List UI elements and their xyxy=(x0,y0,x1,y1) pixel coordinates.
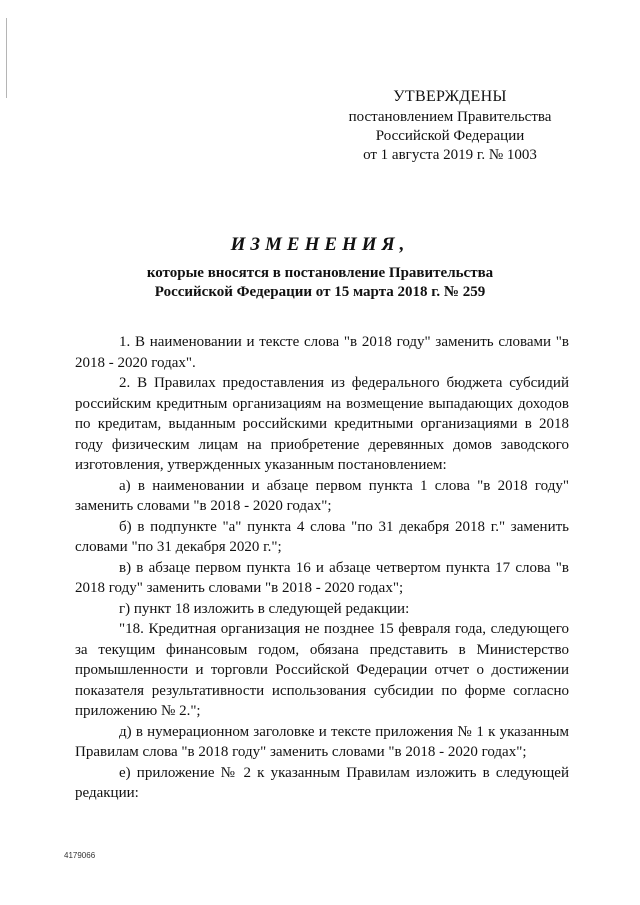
document-code: 4179066 xyxy=(64,851,96,860)
paragraph-2e: е) приложение № 2 к указанным Правилам изложить в следующей редакции: xyxy=(75,764,569,801)
paragraph-2v: в) в абзаце первом пункта 16 и абзаце четвертом пункта 17 слова "в 2018 году" заменить словами "в 2018 - 2020 годах"; xyxy=(75,559,569,596)
document-subtitle-line-2: Российской Федерации от 15 марта 2018 г. № 259 xyxy=(154,284,486,300)
document-subtitle-line-1: которые вносятся в постановление Правительства xyxy=(146,265,494,281)
document-title-block xyxy=(0,234,640,302)
approval-line-2: Российской Федерации xyxy=(375,128,525,144)
approval-line-1: постановлением Правительства xyxy=(348,109,552,125)
document-title: ИЗМЕНЕНИЯ, xyxy=(230,234,410,255)
paragraph-2: 2. В Правилах предоставления из федерального бюджета субсидий российским кредитным организациям на возмещение выпадающих доходов по кредитам, выданным российскими кредитными организациями в 2018 году физическим лицам на приобретение деревянных домов заводского изготовления, утвержденных указанным постановлением: xyxy=(75,375,569,473)
approval-line-3: от 1 августа 2019 г. № 1003 xyxy=(363,147,537,163)
paragraph-1: 1. В наименовании и тексте слова "в 2018 году" заменить словами "в 2018 - 2020 годах". xyxy=(75,334,569,371)
approved-heading: УТВЕРЖДЕНЫ xyxy=(393,88,507,105)
paragraph-2a: а) в наименовании и абзаце первом пункта 1 слова "в 2018 году" заменить словами "в 2018 - 2020 годах"; xyxy=(75,477,569,514)
approval-stamp xyxy=(320,87,580,165)
scan-edge-mark xyxy=(6,18,7,98)
paragraph-18-quote: "18. Кредитная организация не позднее 15 февраля года, следующего за текущим финансовым годом, обязана представить в Министерство промышленности и торговли Российской Федерации отчет о достижении показателя результативности использования субсидии по форме согласно приложению № 2."; xyxy=(75,621,569,719)
document-body xyxy=(75,332,569,804)
paragraph-2d: д) в нумерационном заголовке и тексте приложения № 1 к указанным Правилам слова "в 2018 году" заменить словами "в 2018 - 2020 годах"; xyxy=(75,723,569,760)
paragraph-2g: г) пункт 18 изложить в следующей редакции: xyxy=(119,600,410,617)
paragraph-2b: б) в подпункте "а" пункта 4 слова "по 31 декабря 2018 г." заменить словами "по 31 декабря 2020 г."; xyxy=(75,518,569,555)
